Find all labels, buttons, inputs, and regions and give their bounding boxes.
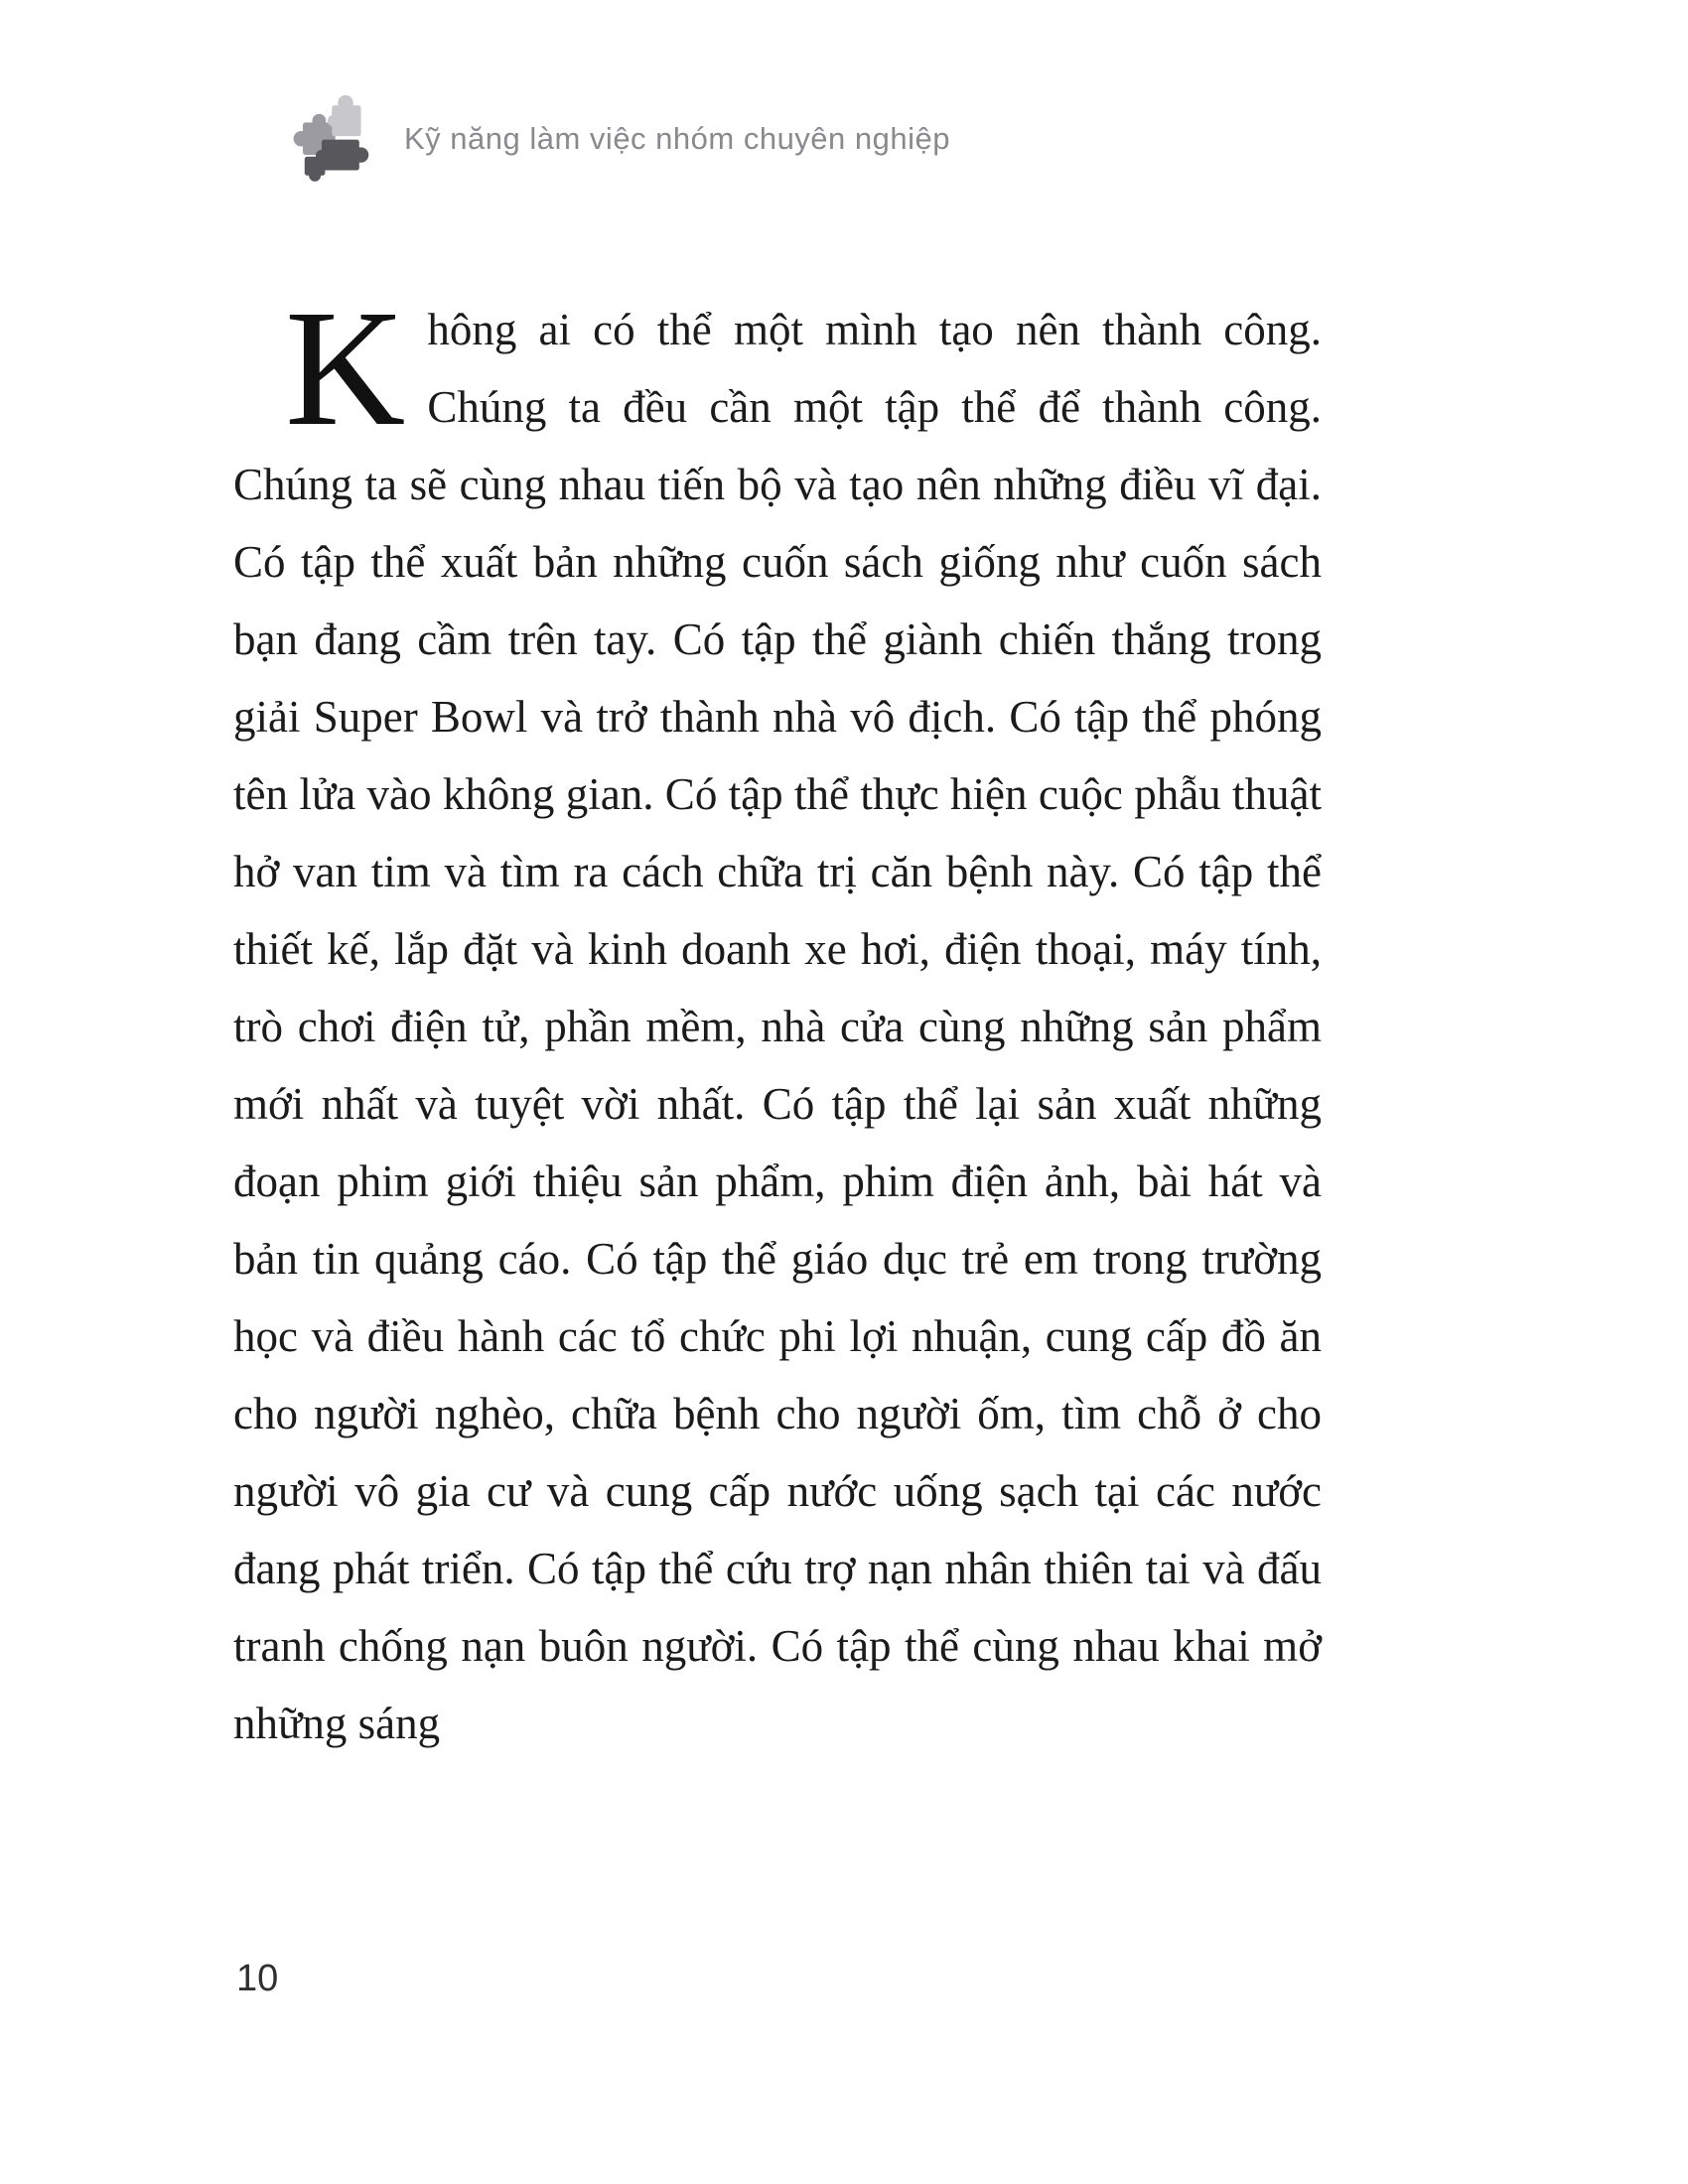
puzzle-icon [291, 91, 376, 183]
page-header [291, 91, 950, 183]
page-number: 10 [236, 1958, 279, 1999]
paragraph-text: hông ai có thể một mình tạo nên thành công. Chúng ta đều cần một tập thể để thành công. Chúng ta sẽ cùng nhau tiến bộ và tạo nên những điều vĩ đại. Có tập thể xuất bản những cuốn sách giống như cuốn sách bạn đang cầm trên tay. Có tập thể giành chiến thắng trong giải Super Bowl và trở thành nhà vô địch. Có tập thể phóng tên lửa vào không gian. Có tập thể thực hiện cuộc phẫu thuật hở van tim và tìm ra cách chữa trị căn bệnh này. Có tập thể thiết kế, lắp đặt và kinh doanh xe hơi, điện thoại, máy tính, trò chơi điện tử, phần mềm, nhà cửa cùng những sản phẩm mới nhất và tuyệt vời nhất. Có tập thể lại sản xuất những đoạn phim giới thiệu sản phẩm, phim điện ảnh, bài hát và bản tin quảng cáo. Có tập thể giáo dục trẻ em trong trường học và điều hành các tổ chức phi lợi nhuận, cung cấp đồ ăn cho người nghèo, chữa bệnh cho người ốm, tìm chỗ ở cho người vô gia cư và cung cấp nước uống sạch tại các nước đang phát triển. Có tập thể cứu trợ nạn nhân thiên tai và đấu tranh chống nạn buôn người. Có tập thể cùng nhau khai mở những sáng [233, 305, 1322, 1748]
drop-cap: K [285, 276, 406, 461]
body-paragraph [233, 276, 1322, 1762]
running-head-title: Kỹ năng làm việc nhóm chuyên nghiệp [404, 121, 950, 156]
